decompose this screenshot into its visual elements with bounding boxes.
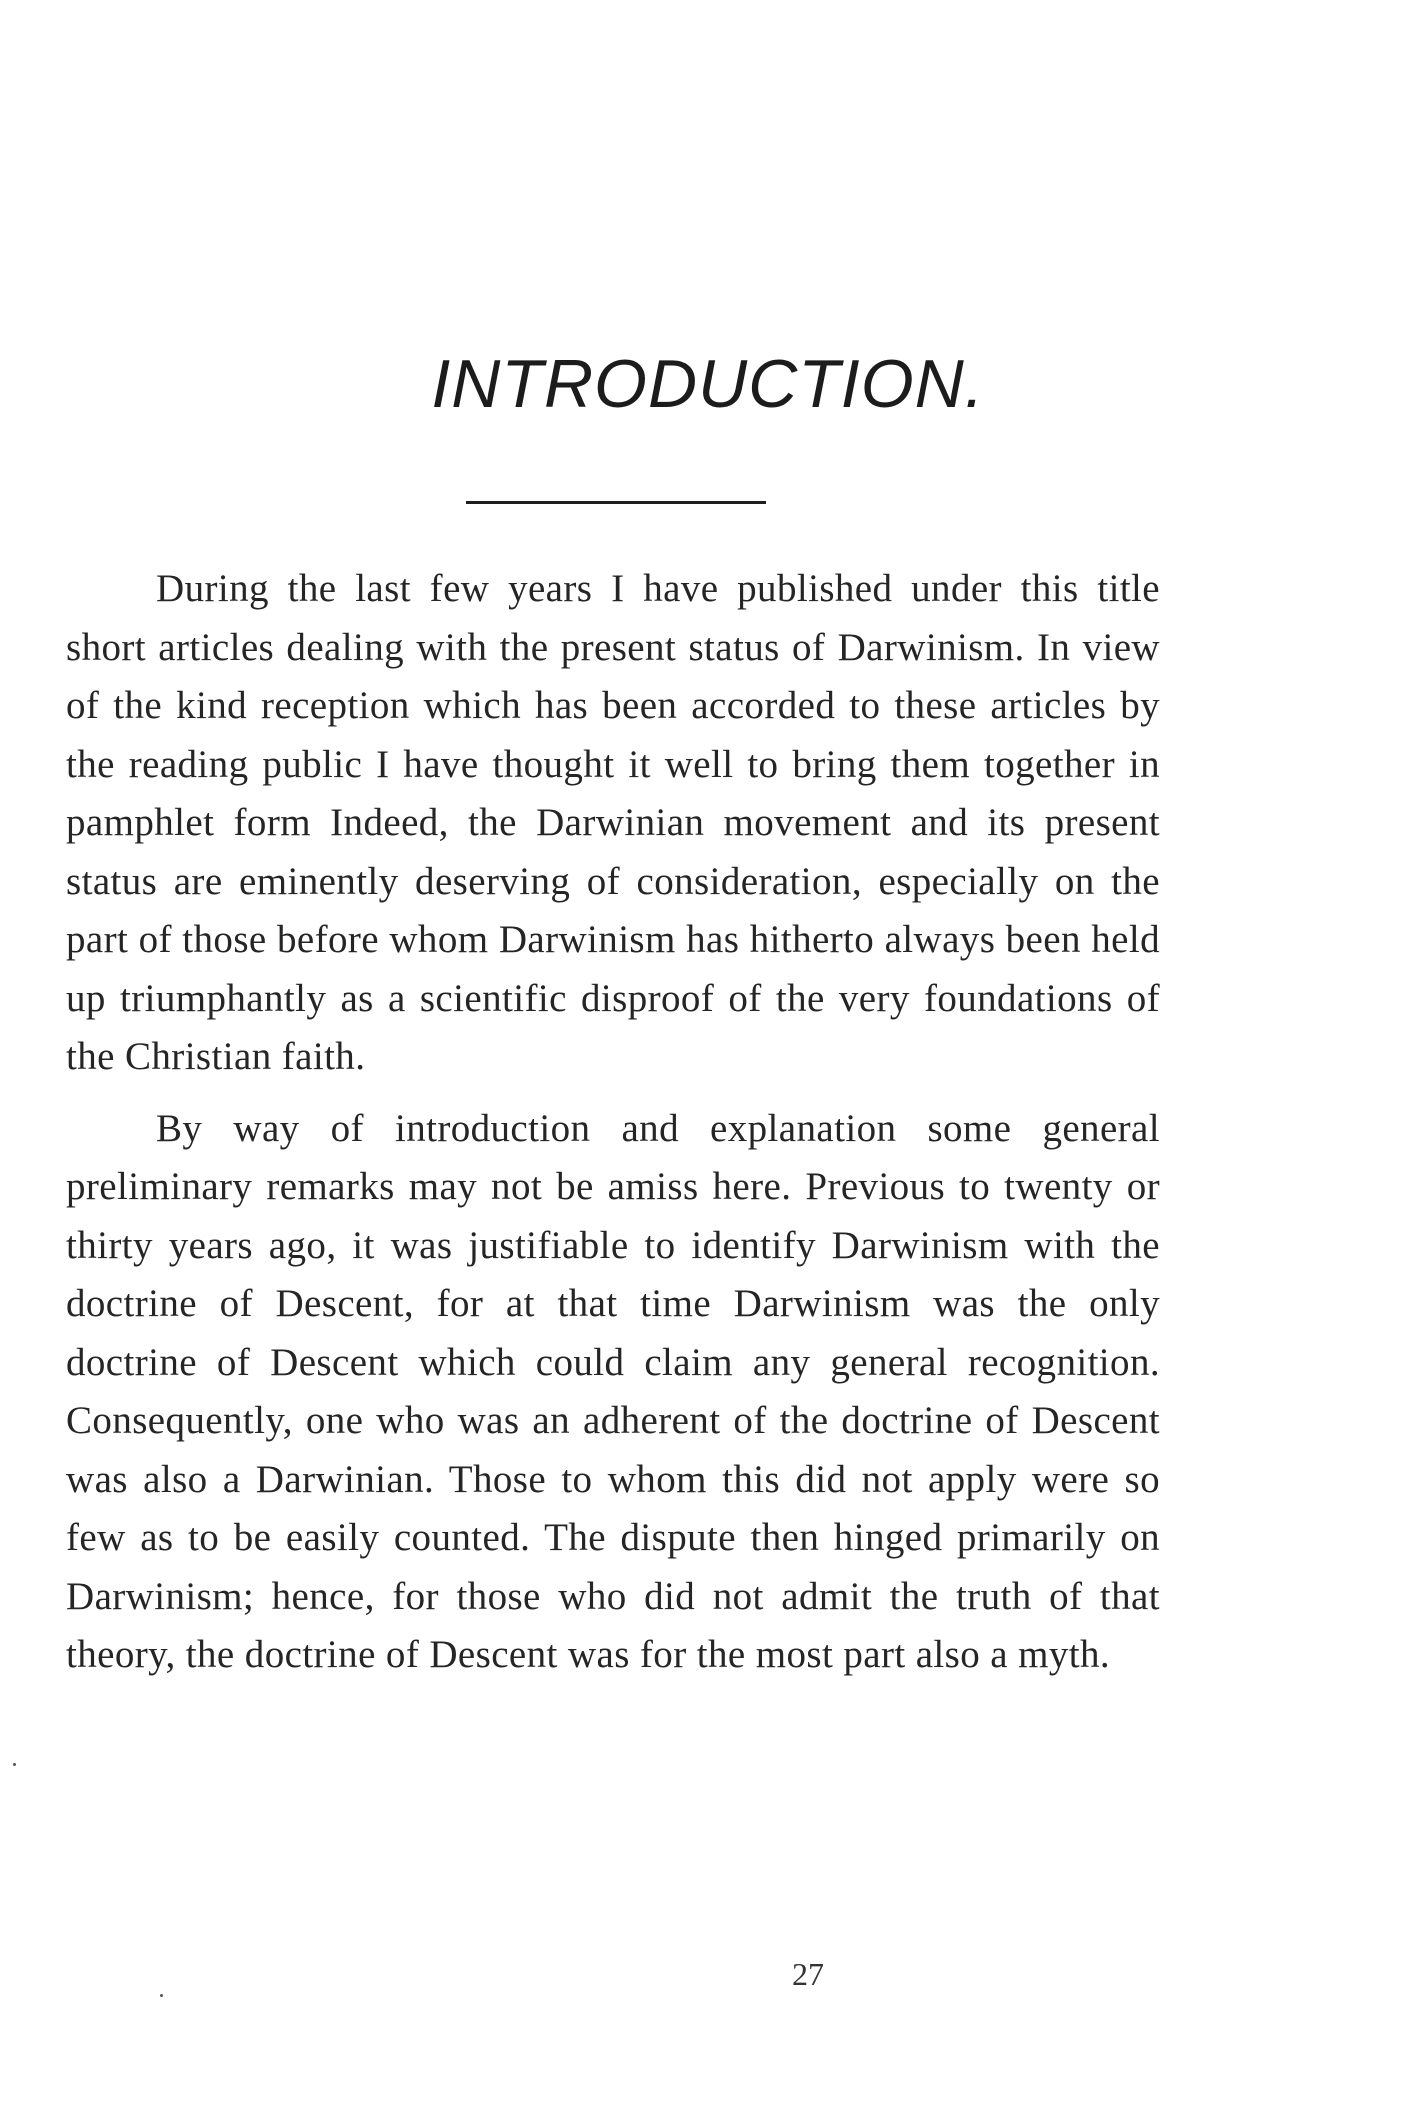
paragraph-2: By way of introduction and explanation some general preliminary remarks may not be amiss here. Previous to twenty or thirty years ago, it was justifiable to identify Darwinism with the doctrine of Descent, for at that time Darwinism was the only doctrine of Descent which could claim any general recognition. Consequently, one who was an adherent of the doctrine of Descent was also a Darwinian. Those to whom this did not apply were so few as to be easily counted. The dispute then hinged primarily on Darwinism; hence, for those who did not admit the truth of that theory, the doctrine of Descent was for the most part also a myth.	[66, 1106, 1160, 1676]
body-text	[66, 560, 1160, 1685]
heading-divider	[466, 501, 766, 504]
scan-speck	[13, 1763, 16, 1766]
paragraph-1: During the last few years I have published under this title short articles dealing with the present status of Darwinism. In view of the kind reception which has been accorded to these articles by the reading public I have thought it well to bring them together in pamphlet form Indeed, the Darwinian movement and its present status are eminently deserving of consideration, especially on the part of those before whom Darwinism has hitherto always been held up triumphantly as a scientific disproof of the very foundations of the Christian faith.	[66, 567, 1160, 1078]
page-number: 27	[792, 1956, 824, 1992]
scan-speck	[160, 1994, 163, 1997]
chapter-heading: INTRODUCTION.	[431, 346, 985, 422]
